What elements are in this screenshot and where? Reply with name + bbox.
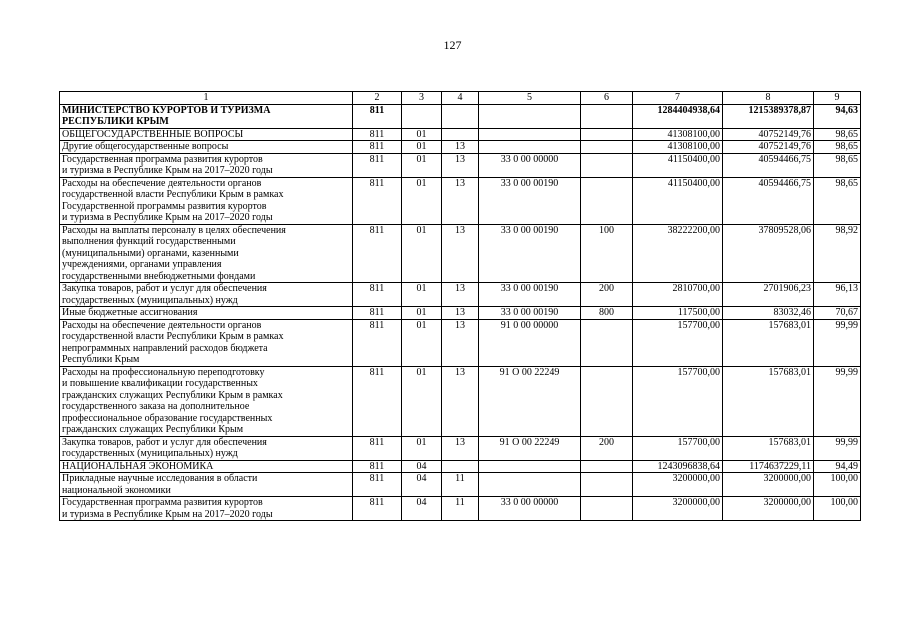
target-article-cell: [479, 460, 581, 473]
subsection-cell: [442, 104, 479, 128]
item-name-cell: Расходы на обеспечение деятельности органов государственной власти Республики Крым в рамках Государственной программы развития курортов и туризма в Республике Крым на 2017–2020 годы: [60, 177, 353, 224]
execution-percent-cell: 98,65: [814, 128, 861, 141]
expense-type-cell: [581, 460, 633, 473]
header-cell: 9: [814, 92, 861, 105]
subsection-cell: [442, 460, 479, 473]
planned-amount-cell: 157700,00: [633, 319, 723, 366]
section-cell: 04: [402, 473, 442, 497]
planned-amount-cell: 157700,00: [633, 366, 723, 436]
subsection-cell: 13: [442, 283, 479, 307]
code-cell: 811: [353, 436, 402, 460]
planned-amount-cell: 41150400,00: [633, 177, 723, 224]
planned-amount-cell: 1284404938,64: [633, 104, 723, 128]
table-row: [60, 366, 861, 436]
execution-percent-cell: 100,00: [814, 497, 861, 521]
target-article-cell: 33 0 00 00190: [479, 283, 581, 307]
executed-amount-cell: 2701906,23: [723, 283, 814, 307]
expense-type-cell: [581, 153, 633, 177]
item-name-cell: Расходы на обеспечение деятельности органов государственной власти Республики Крым в рамках непрограммных направлений расходов бюджета Республики Крым: [60, 319, 353, 366]
subsection-cell: 13: [442, 307, 479, 320]
table-row: [60, 104, 861, 128]
planned-amount-cell: 117500,00: [633, 307, 723, 320]
target-article-cell: [479, 141, 581, 154]
target-article-cell: 91 О 00 22249: [479, 366, 581, 436]
subsection-cell: [442, 128, 479, 141]
item-name-cell: ОБЩЕГОСУДАРСТВЕННЫЕ ВОПРОСЫ: [60, 128, 353, 141]
expense-type-cell: [581, 177, 633, 224]
section-cell: 01: [402, 319, 442, 366]
section-cell: 01: [402, 224, 442, 283]
execution-percent-cell: 99,99: [814, 319, 861, 366]
code-cell: 811: [353, 497, 402, 521]
section-cell: 01: [402, 153, 442, 177]
executed-amount-cell: 1174637229,11: [723, 460, 814, 473]
target-article-cell: [479, 104, 581, 128]
executed-amount-cell: 3200000,00: [723, 473, 814, 497]
subsection-cell: 13: [442, 319, 479, 366]
executed-amount-cell: 157683,01: [723, 366, 814, 436]
code-cell: 811: [353, 104, 402, 128]
item-name-cell: Расходы на профессиональную переподготовку и повышение квалификации государственных гражданских служащих Республики Крым в рамках государственного заказа на дополнительное профессиональное образование государственных гражданских служащих Республики Крым: [60, 366, 353, 436]
subsection-cell: 13: [442, 224, 479, 283]
target-article-cell: 33 0 00 00190: [479, 307, 581, 320]
item-name-cell: МИНИСТЕРСТВО КУРОРТОВ И ТУРИЗМА РЕСПУБЛИКИ КРЫМ: [60, 104, 353, 128]
item-name-cell: Закупка товаров, работ и услуг для обеспечения государственных (муниципальных) нужд: [60, 436, 353, 460]
expense-type-cell: 100: [581, 224, 633, 283]
budget-table: [59, 91, 861, 521]
header-cell: 7: [633, 92, 723, 105]
table-row: [60, 141, 861, 154]
table-row: [60, 177, 861, 224]
section-cell: 01: [402, 307, 442, 320]
section-cell: 01: [402, 128, 442, 141]
header-cell: 3: [402, 92, 442, 105]
expense-type-cell: [581, 366, 633, 436]
execution-percent-cell: 100,00: [814, 473, 861, 497]
target-article-cell: 91 О 00 22249: [479, 436, 581, 460]
planned-amount-cell: 3200000,00: [633, 497, 723, 521]
section-cell: 01: [402, 177, 442, 224]
section-cell: 04: [402, 460, 442, 473]
code-cell: 811: [353, 307, 402, 320]
subsection-cell: 13: [442, 177, 479, 224]
header-cell: 6: [581, 92, 633, 105]
executed-amount-cell: 37809528,06: [723, 224, 814, 283]
planned-amount-cell: 2810700,00: [633, 283, 723, 307]
execution-percent-cell: 94,49: [814, 460, 861, 473]
page-number: 127: [443, 38, 462, 52]
executed-amount-cell: 83032,46: [723, 307, 814, 320]
execution-percent-cell: 96,13: [814, 283, 861, 307]
table-row: [60, 224, 861, 283]
code-cell: 811: [353, 177, 402, 224]
target-article-cell: [479, 128, 581, 141]
expense-type-cell: [581, 104, 633, 128]
table-row: [60, 473, 861, 497]
section-cell: [402, 104, 442, 128]
planned-amount-cell: 41308100,00: [633, 128, 723, 141]
item-name-cell: Прикладные научные исследования в области национальной экономики: [60, 473, 353, 497]
table-row: [60, 436, 861, 460]
item-name-cell: Другие общегосударственные вопросы: [60, 141, 353, 154]
execution-percent-cell: 70,67: [814, 307, 861, 320]
item-name-cell: Иные бюджетные ассигнования: [60, 307, 353, 320]
subsection-cell: 13: [442, 366, 479, 436]
header-cell: 8: [723, 92, 814, 105]
target-article-cell: 33 0 00 00000: [479, 497, 581, 521]
execution-percent-cell: 98,65: [814, 177, 861, 224]
subsection-cell: 11: [442, 473, 479, 497]
planned-amount-cell: 41150400,00: [633, 153, 723, 177]
section-cell: 01: [402, 141, 442, 154]
header-cell: 1: [60, 92, 353, 105]
table-row: [60, 307, 861, 320]
header-cell: 2: [353, 92, 402, 105]
table-row: [60, 497, 861, 521]
executed-amount-cell: 40594466,75: [723, 153, 814, 177]
planned-amount-cell: 41308100,00: [633, 141, 723, 154]
expense-type-cell: [581, 497, 633, 521]
target-article-cell: [479, 473, 581, 497]
code-cell: 811: [353, 224, 402, 283]
subsection-cell: 13: [442, 153, 479, 177]
target-article-cell: 91 0 00 00000: [479, 319, 581, 366]
expense-type-cell: 800: [581, 307, 633, 320]
table-row: [60, 283, 861, 307]
expense-type-cell: 200: [581, 436, 633, 460]
code-cell: 811: [353, 153, 402, 177]
section-cell: 01: [402, 436, 442, 460]
execution-percent-cell: 99,99: [814, 436, 861, 460]
item-name-cell: НАЦИОНАЛЬНАЯ ЭКОНОМИКА: [60, 460, 353, 473]
execution-percent-cell: 98,65: [814, 141, 861, 154]
header-cell: 5: [479, 92, 581, 105]
target-article-cell: 33 0 00 00190: [479, 177, 581, 224]
header-row: [60, 92, 861, 105]
planned-amount-cell: 157700,00: [633, 436, 723, 460]
executed-amount-cell: 3200000,00: [723, 497, 814, 521]
executed-amount-cell: 40752149,76: [723, 128, 814, 141]
expense-type-cell: [581, 319, 633, 366]
executed-amount-cell: 40752149,76: [723, 141, 814, 154]
table-body: [60, 92, 861, 521]
item-name-cell: Расходы на выплаты персоналу в целях обеспечения выполнения функций государственными (муниципальными) органами, казенными учреждениями, органами управления государственными внебюджетными фондами: [60, 224, 353, 283]
planned-amount-cell: 38222200,00: [633, 224, 723, 283]
table-row: [60, 319, 861, 366]
section-cell: 01: [402, 283, 442, 307]
executed-amount-cell: 40594466,75: [723, 177, 814, 224]
subsection-cell: 13: [442, 141, 479, 154]
item-name-cell: Закупка товаров, работ и услуг для обеспечения государственных (муниципальных) нужд: [60, 283, 353, 307]
table-row: [60, 128, 861, 141]
code-cell: 811: [353, 128, 402, 141]
planned-amount-cell: 1243096838,64: [633, 460, 723, 473]
table-row: [60, 460, 861, 473]
code-cell: 811: [353, 460, 402, 473]
code-cell: 811: [353, 283, 402, 307]
execution-percent-cell: 99,99: [814, 366, 861, 436]
expense-type-cell: [581, 473, 633, 497]
code-cell: 811: [353, 473, 402, 497]
executed-amount-cell: 157683,01: [723, 436, 814, 460]
execution-percent-cell: 98,92: [814, 224, 861, 283]
code-cell: 811: [353, 141, 402, 154]
expense-type-cell: 200: [581, 283, 633, 307]
execution-percent-cell: 98,65: [814, 153, 861, 177]
executed-amount-cell: 157683,01: [723, 319, 814, 366]
header-cell: 4: [442, 92, 479, 105]
section-cell: 01: [402, 366, 442, 436]
planned-amount-cell: 3200000,00: [633, 473, 723, 497]
expense-type-cell: [581, 141, 633, 154]
code-cell: 811: [353, 319, 402, 366]
table-row: [60, 153, 861, 177]
target-article-cell: 33 0 00 00000: [479, 153, 581, 177]
item-name-cell: Государственная программа развития курортов и туризма в Республике Крым на 2017–2020 годы: [60, 497, 353, 521]
target-article-cell: 33 0 00 00190: [479, 224, 581, 283]
item-name-cell: Государственная программа развития курортов и туризма в Республике Крым на 2017–2020 годы: [60, 153, 353, 177]
section-cell: 04: [402, 497, 442, 521]
expense-type-cell: [581, 128, 633, 141]
code-cell: 811: [353, 366, 402, 436]
executed-amount-cell: 1215389378,87: [723, 104, 814, 128]
subsection-cell: 11: [442, 497, 479, 521]
execution-percent-cell: 94,63: [814, 104, 861, 128]
subsection-cell: 13: [442, 436, 479, 460]
